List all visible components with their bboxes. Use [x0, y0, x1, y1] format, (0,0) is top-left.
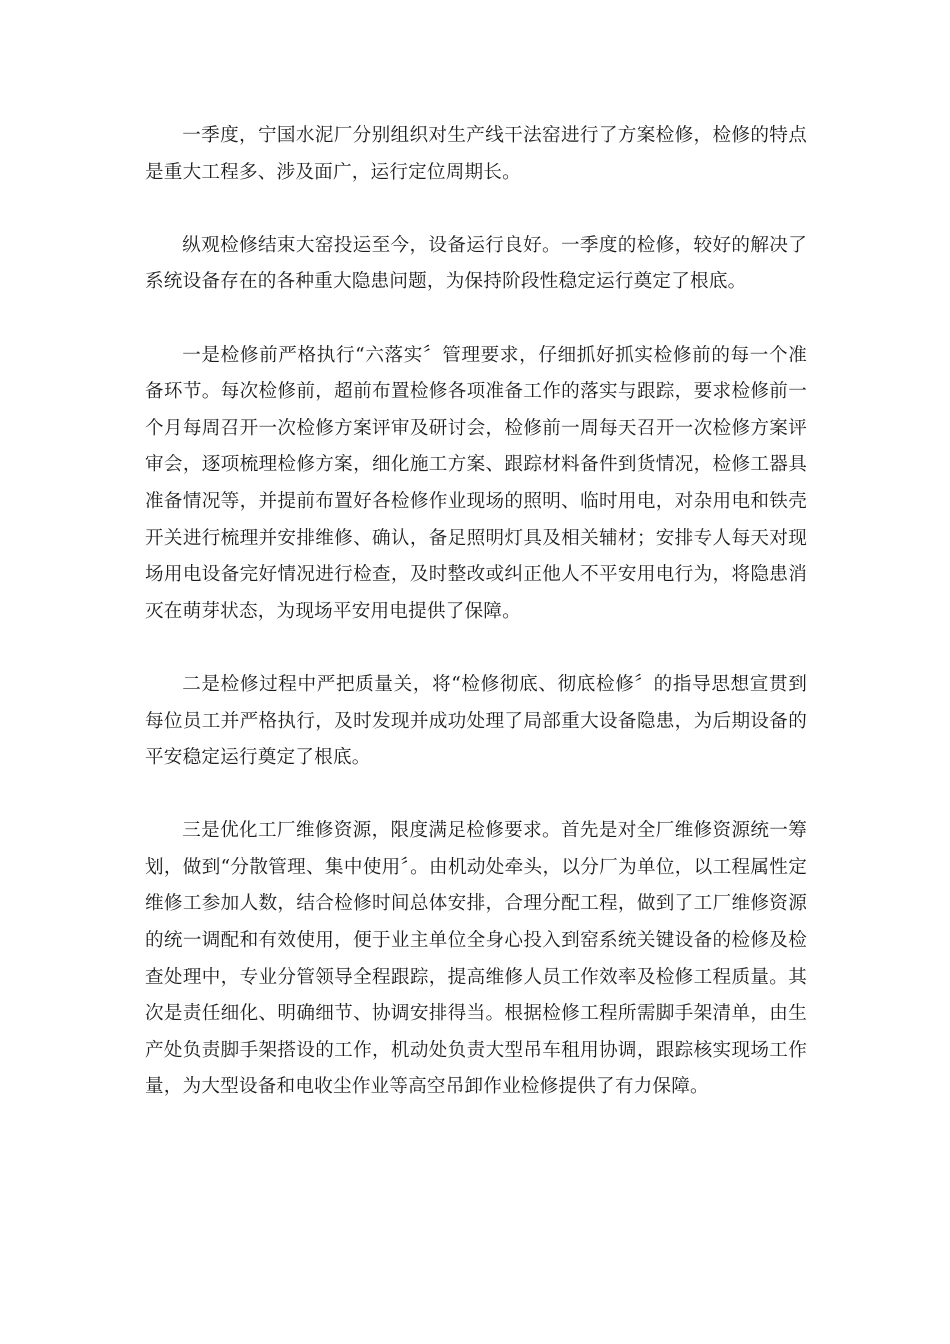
- paragraph-operation-summary: 纵观检修结束大窑投运至今，设备运行良好。一季度的检修，较好的解决了系统设备存在的各种重大隐患问题，为保持阶段性稳定运行奠定了根底。: [145, 234, 807, 293]
- document-body: [145, 118, 807, 1106]
- paragraph-resource-optimization: 三是优化工厂维修资源，限度满足检修要求。首先是对全厂维修资源统一筹划，做到“分散管理、集中使用〞。由机动处牵头，以分厂为单位，以工程属性定维修工参加人数，结合检修时间总体安排，合理分配工程，做到了工厂维修资源的统一调配和有效使用，便于业主单位全身心投入到窑系统关键设备的检修及检查处理中，专业分管领导全程跟踪，提高维修人员工作效率及检修工程质量。其次是责任细化、明确细节、协调安排得当。根据检修工程所需脚手架清单，由生产处负责脚手架搭设的工作，机动处负责大型吊车租用协调，跟踪核实现场工作量，为大型设备和电收尘作业等高空吊卸作业检修提供了有力保障。: [145, 820, 807, 1098]
- paragraph-q1-overview: 一季度，宁国水泥厂分别组织对生产线干法窑进行了方案检修，检修的特点是重大工程多、涉及面广，运行定位周期长。: [145, 125, 807, 183]
- paragraph-pre-maintenance: 一是检修前严格执行“六落实〞管理要求，仔细抓好抓实检修前的每一个准备环节。每次检修前，超前布置检修各项准备工作的落实与跟踪，要求检修前一个月每周召开一次检修方案评审及研讨会，检修前一周每天召开一次检修方案评审会，逐项梳理检修方案，细化施工方案、跟踪材料备件到货情况，检修工器具准备情况等，并提前布置好各检修作业现场的照明、临时用电，对杂用电和铁壳开关进行梳理并安排维修、确认，备足照明灯具及相关辅材；安排专人每天对现场用电设备完好情况进行检查，及时整改或纠正他人不平安用电行为，将隐患消灭在萌芽状态，为现场平安用电提供了保障。: [145, 344, 807, 622]
- paragraph-quality-control: 二是检修过程中严把质量关，将“检修彻底、彻底检修〞的指导思想宣贯到每位员工并严格执行，及时发现并成功处理了局部重大设备隐患，为后期设备的平安稳定运行奠定了根底。: [145, 673, 807, 769]
